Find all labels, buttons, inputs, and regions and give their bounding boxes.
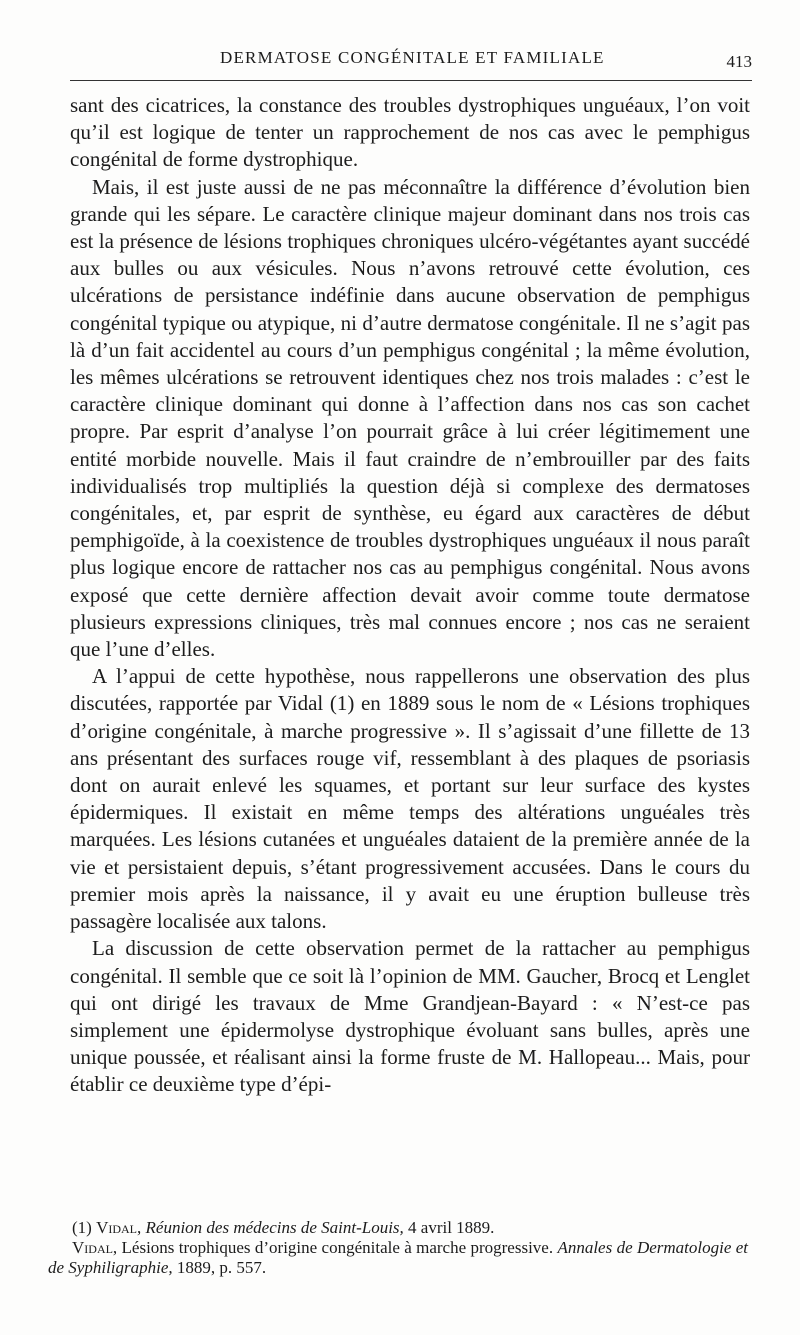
footnote-2-journal: Annales de Dermatologie et de Syphiligraphie, [48, 1238, 748, 1277]
footnote-2-text: Lésions trophiques d’origine congénitale à marche progressive. [121, 1238, 554, 1257]
paragraph-4: La discussion de cette observation permet de la rattacher au pemphigus congénital. Il semble que ce soit là l’opinion de MM. Gaucher, Brocq et Lenglet qui ont dirigé les travaux de Mme Grandjean-Bayard : « N’est-ce pas simplement une épidermolyse dystrophique évoluant sans bulles, après une unique poussée, et réalisant ainsi la forme fruste de M. Hallopeau... Mais, pour établir ce deuxième type d’épi- [70, 936, 750, 1097]
footnote-1-date: 4 avril 1889. [408, 1218, 495, 1237]
running-title: DERMATOSE CONGÉNITALE ET FAMILIALE [220, 48, 605, 67]
footnote-1 [48, 1218, 748, 1238]
footnote-1-title: Réunion des médecins de Saint-Louis, [145, 1218, 404, 1237]
footnotes [48, 1218, 748, 1278]
header-rule [70, 80, 752, 81]
footnote-2-ref: 1889, p. 557. [176, 1258, 267, 1277]
paragraph-1: sant des cicatrices, la constance des troubles dystrophiques unguéaux, l’on voit qu’il est logique de tenter un rapprochement de nos cas avec le pemphigus congénital de forme dystrophique. [70, 93, 750, 172]
paragraph-3: A l’appui de cette hypothèse, nous rappellerons une observation des plus discutées, rapportée par Vidal (1) en 1889 sous le nom de « Lésions trophiques d’origine congénitale, à marche progressive ». Il s’agissait d’une fillette de 13 ans présentant des surfaces rouge vif, ressemblant à des plaques de psoriasis dont on aurait enlevé les squames, et portant sur leur surface des kystes épidermiques. Il existait en même temps des altérations unguéales très marquées. Les lésions cutanées et unguéales dataient de la première année de la vie et persistaient depuis, s’étant progressivement accusées. Dans le cours du premier mois après la naissance, il y avait eu une éruption bulleuse très passagère localisée aux talons. [70, 664, 750, 934]
running-head [70, 44, 752, 74]
body-text [70, 92, 750, 1099]
footnote-1-marker: (1) [72, 1218, 92, 1237]
paragraph-2: Mais, il est juste aussi de ne pas méconnaître la différence d’évolution bien grande qui les sépare. Le caractère clinique majeur dominant dans nos trois cas est la présence de lésions trophiques chroniques ulcéro-végétantes ayant succédé aux bulles ou aux vésicules. Nous n’avons retrouvé cette évolution, ces ulcérations de persistance indéfinie dans aucune observation de pemphigus congénital typique ou atypique, ni d’autre dermatose congénitale. Il ne s’agit pas là d’un fait accidentel au cours d’un pemphigus congénital ; la même évolution, les mêmes ulcérations se retrouvent identiques chez nos trois malades : c’est le caractère clinique dominant qui donne à l’affection dans nos cas son cachet propre. Par esprit d’analyse l’on pourrait grâce à lui créer légitimement une entité morbide nouvelle. Mais il faut craindre de n’embrouiller par des faits individualisés trop multipliés la question déjà si complexe des dermatoses congénitales, et, par esprit de synthèse, eu égard aux caractères de début pemphigoïde, à la coexistence de troubles dystrophiques unguéaux il nous paraît plus logique encore de rattacher nos cas au pemphigus congénital. Nous avons exposé que cette dernière affection devait avoir comme toute dermatose plusieurs expressions cliniques, très mal connues encore ; nos cas ne seraient que l’une d’elles. [70, 174, 750, 662]
page-number: 413 [726, 52, 752, 71]
footnote-1-author: Vidal, [96, 1218, 142, 1237]
footnote-2-author: Vidal, [72, 1238, 118, 1257]
footnote-2 [48, 1238, 748, 1278]
